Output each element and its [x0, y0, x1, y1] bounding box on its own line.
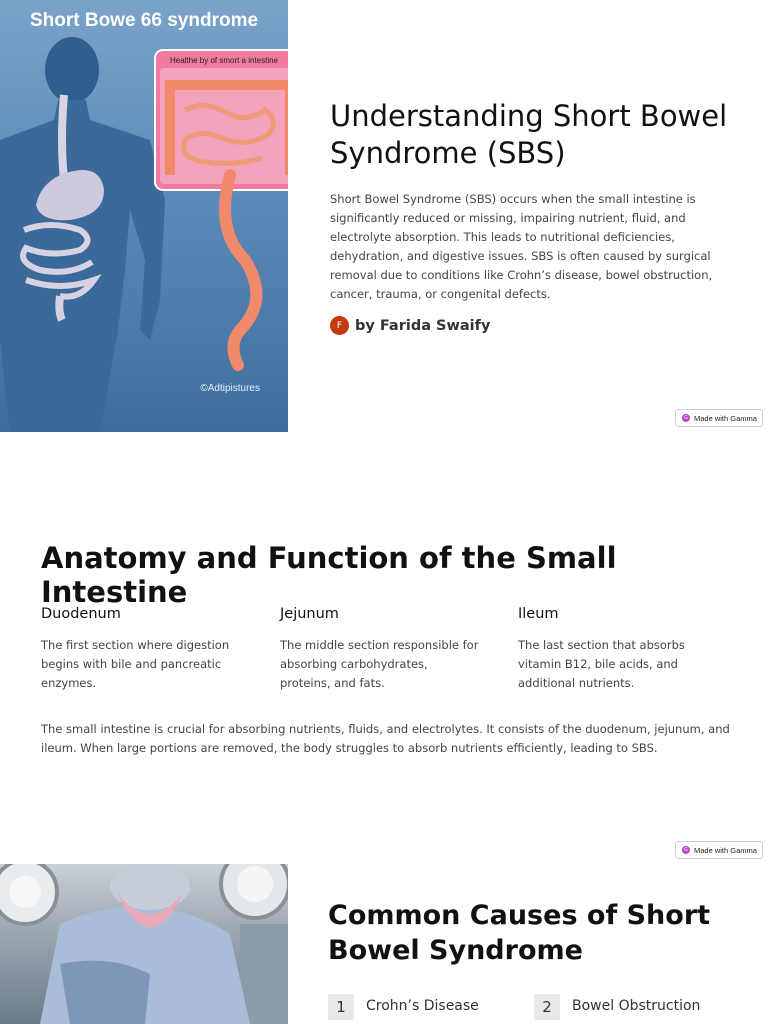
avatar: F [330, 316, 349, 335]
cause-item [328, 994, 479, 1020]
column-heading: Jejunum [280, 606, 339, 622]
surgeon-illustration [0, 864, 288, 1024]
badge-label: Made with Gamma [694, 845, 757, 855]
cause-label: Bowel Obstruction [572, 998, 701, 1014]
column-text: The last section that absorbs vitamin B12, bile acids, and additional nutrients. [518, 638, 685, 690]
surgery-photo [0, 864, 288, 1024]
cause-number: 1 [328, 994, 354, 1020]
slide-intro [0, 0, 768, 432]
column-heading: Duodenum [41, 606, 121, 622]
column-heading: Ileum [518, 606, 559, 622]
made-with-gamma-badge[interactable] [675, 409, 763, 427]
cause-item [534, 994, 700, 1020]
anatomy-column-duodenum [41, 606, 241, 693]
made-with-gamma-badge[interactable] [675, 841, 763, 859]
gamma-logo-icon: G [682, 414, 690, 422]
image-credit: ©Adtipistures [200, 383, 260, 394]
anatomy-column-jejunum [280, 606, 480, 693]
anatomy-summary: The small intestine is crucial for absorbing nutrients, fluids, and electrolytes. It consists of the duodenum, jejunum, and ileum. When large portions are removed, the body struggles to absorb nutrients efficiently, leading to SBS. [41, 722, 730, 755]
illustration-title: Short Bowe 66 syndrome [29, 10, 259, 31]
anatomy-column-ileum [518, 606, 718, 693]
causes-heading: Common Causes of Short Bowel Syndrome [328, 900, 711, 966]
author-byline[interactable] [330, 316, 490, 335]
inset-label: Healthe by of smort a intestine [169, 56, 279, 65]
intro-paragraph: Short Bowel Syndrome (SBS) occurs when the small intestine is significantly reduced or missing, impairing nutrient, fluid, and electrolyte absorption. This leads to nutritional deficiencies, dehydration, and digestive issues. SBS is often caused by surgical removal due to conditions like Crohn’s disease, bowel obstruction, cancer, trauma, or congenital defects. [330, 192, 713, 301]
badge-label: Made with Gamma [694, 413, 757, 423]
column-text: The middle section responsible for absorbing carbohydrates, proteins, and fats. [280, 638, 479, 690]
sbs-illustration-image [0, 0, 288, 432]
cause-label: Crohn’s Disease [366, 998, 479, 1014]
cause-number: 2 [534, 994, 560, 1020]
page-title: Understanding Short Bowel Syndrome (SBS) [330, 99, 728, 170]
column-text: The first section where digestion begins with bile and pancreatic enzymes. [41, 638, 230, 690]
anatomy-heading: Anatomy and Function of the Small Intestine [41, 541, 617, 609]
author-name: by Farida Swaify [355, 317, 491, 334]
gamma-logo-icon: G [682, 846, 690, 854]
